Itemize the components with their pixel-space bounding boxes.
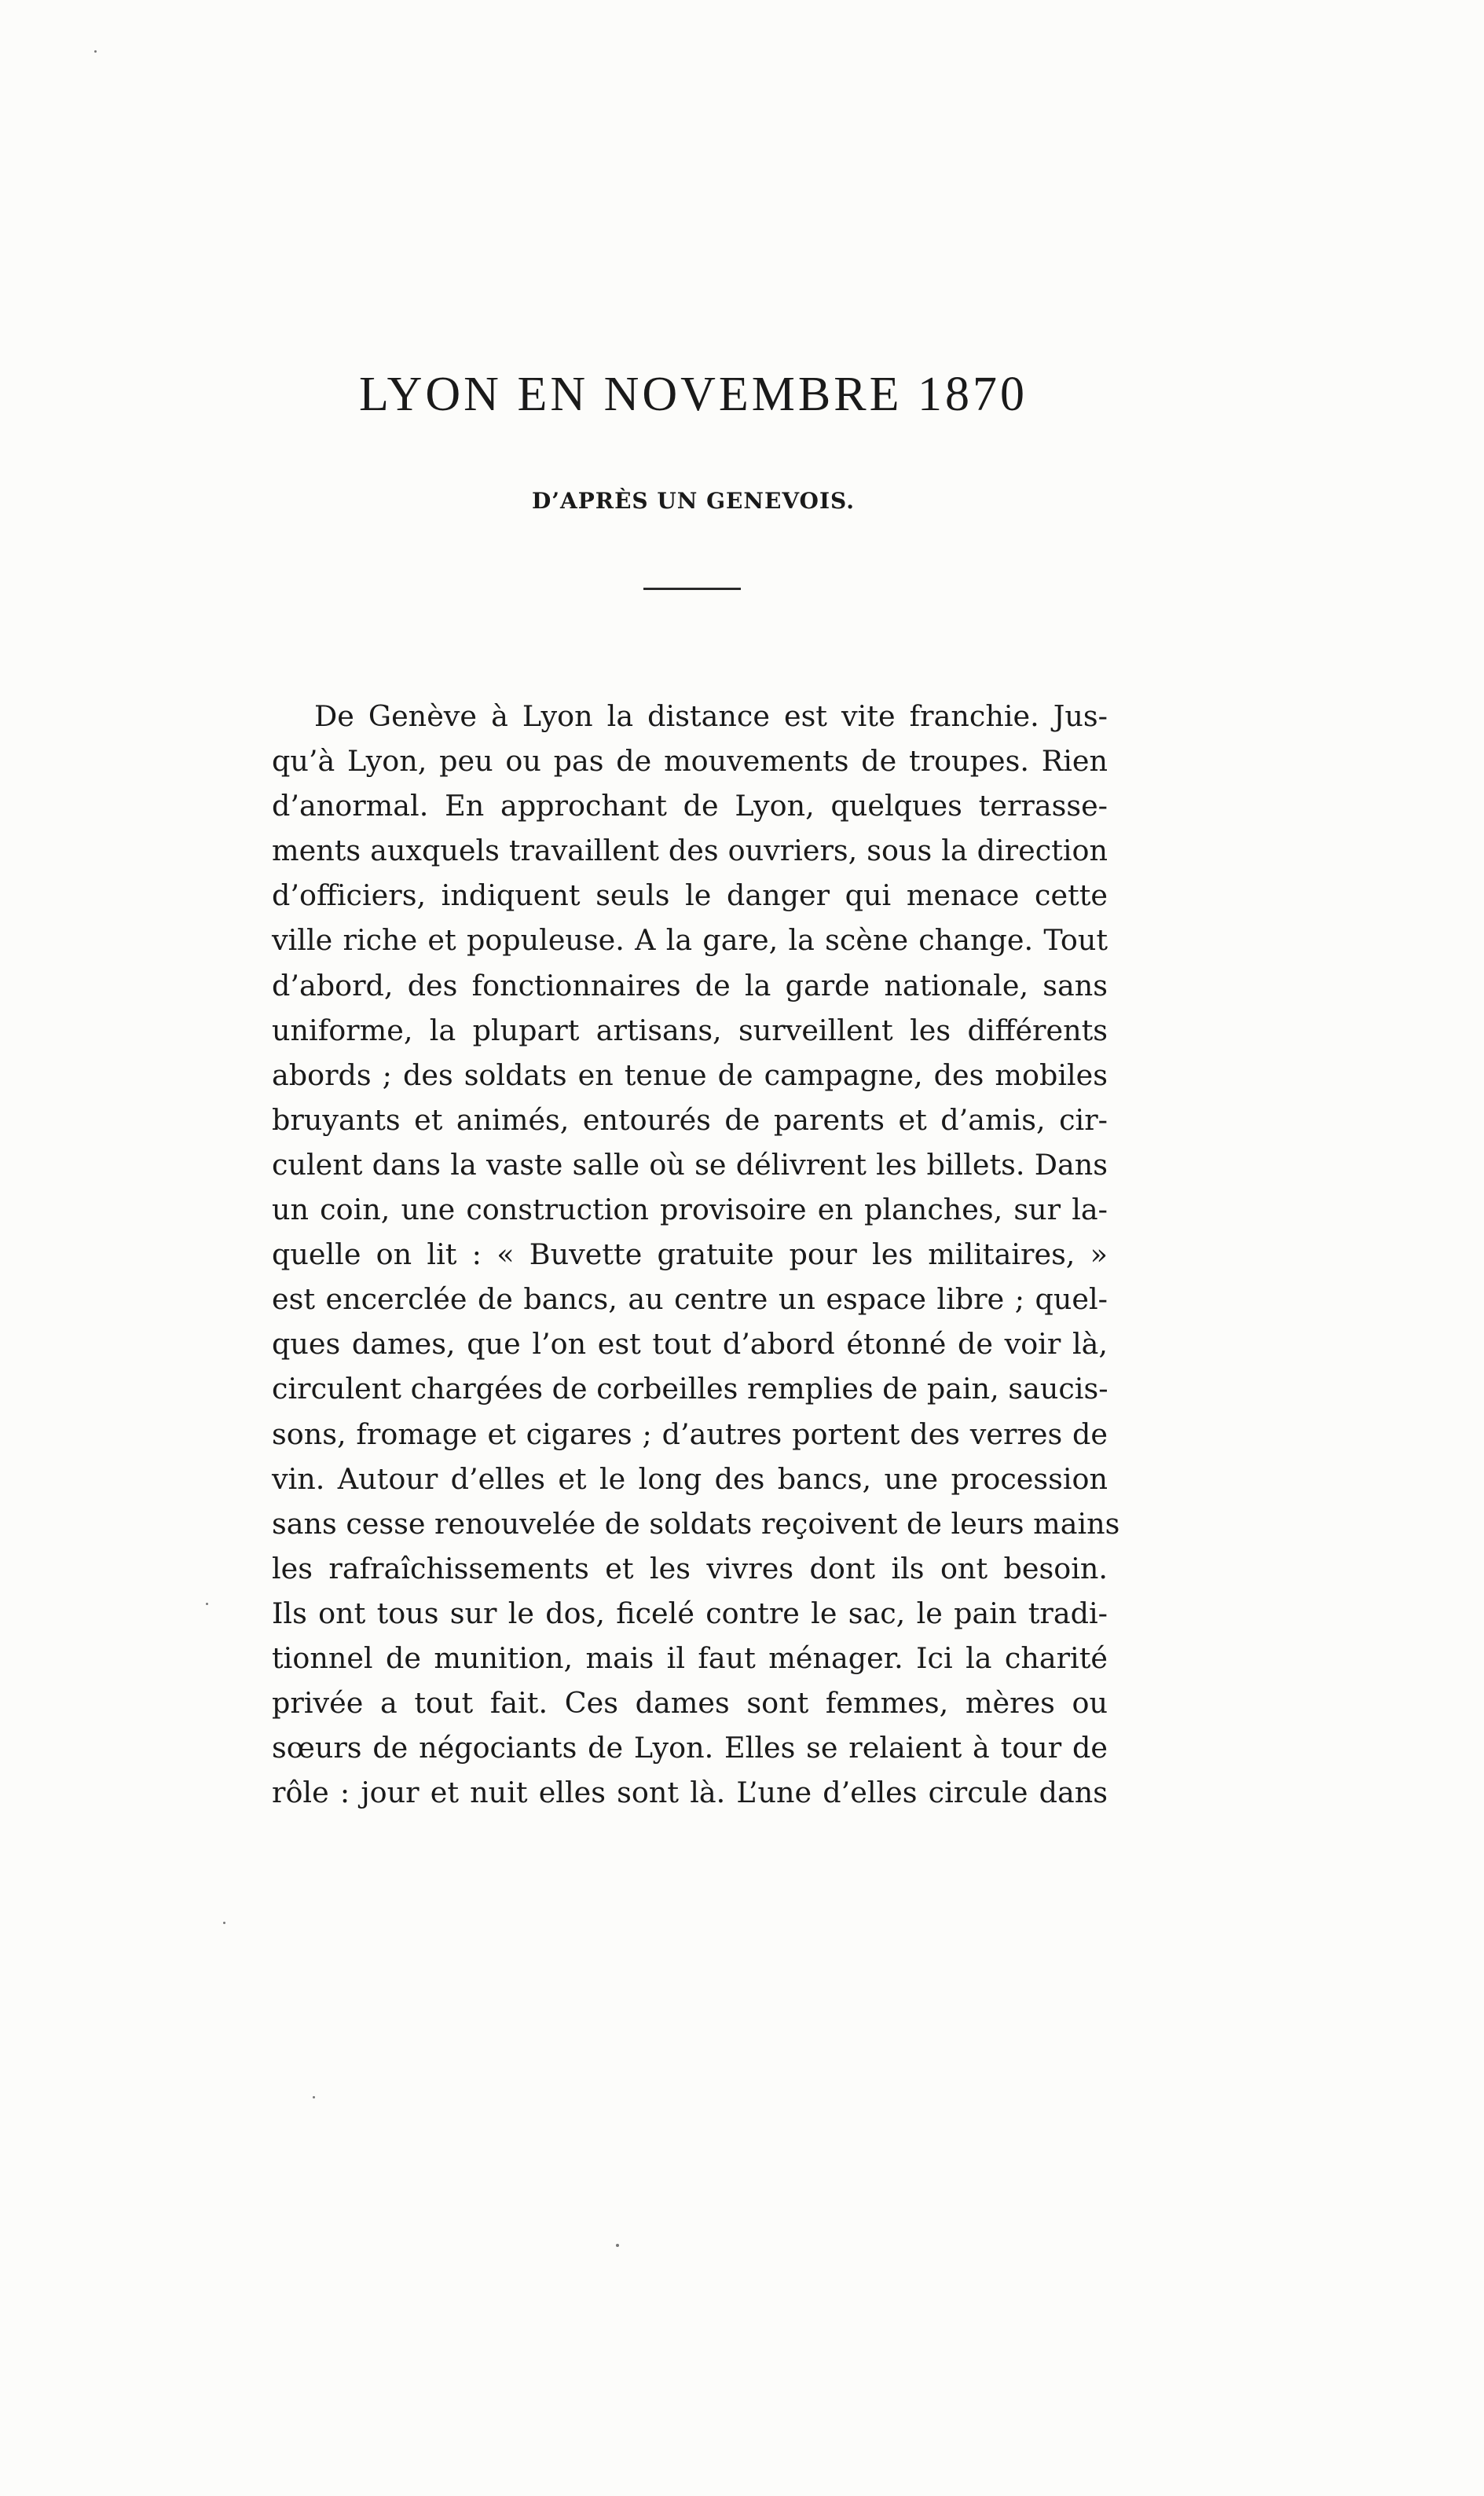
text-line: privée a tout fait. Ces dames sont femmes, mères ou xyxy=(272,1686,1108,1721)
text-line: culent dans la vaste salle où se délivrent les billets. Dans xyxy=(272,1147,1108,1182)
scan-speck xyxy=(223,1922,225,1924)
text-line: abords ; des soldats en tenue de campagne, des mobiles xyxy=(272,1057,1108,1092)
text-line: bruyants et animés, entourés de parents et d’amis, cir- xyxy=(272,1102,1108,1137)
text-line: circulent chargées de corbeilles remplies de pain, saucis- xyxy=(272,1372,1108,1406)
text-line: d’anormal. En approchant de Lyon, quelques terrasse- xyxy=(272,789,1108,823)
text-line: rôle : jour et nuit elles sont là. L’une d’elles circule dans xyxy=(272,1776,1108,1810)
text-line: Ils ont tous sur le dos, ficelé contre le sac, le pain tradi- xyxy=(272,1596,1108,1630)
text-line: uniforme, la plupart artisans, surveillent les différents xyxy=(272,1013,1108,1047)
scan-speck xyxy=(206,1603,208,1605)
text-line: qu’à Lyon, peu ou pas de mouvements de troupes. Rien xyxy=(272,744,1108,779)
text-line: ques dames, que l’on est tout d’abord étonné de voir là, xyxy=(272,1327,1108,1362)
text-line: d’officiers, indiquent seuls le danger qui menace cette xyxy=(272,878,1108,913)
text-line: ments auxquels travaillent des ouvriers, sous la direction xyxy=(272,834,1108,868)
text-line: tionnel de munition, mais il faut ménager. Ici la charité xyxy=(272,1640,1108,1675)
scan-speck xyxy=(94,50,97,53)
text-line: quelle on lit : « Buvette gratuite pour les militaires, » xyxy=(272,1237,1108,1272)
text-line: un coin, une construction provisoire en planches, sur la- xyxy=(272,1193,1108,1227)
text-line: sans cesse renouvelée de soldats reçoivent de leurs mains xyxy=(272,1506,1120,1541)
text-line: ville riche et populeuse. A la gare, la scène change. Tout xyxy=(272,923,1108,958)
text-line: vin. Autour d’elles et le long des bancs, une procession xyxy=(272,1461,1108,1496)
text-line: les rafraîchissements et les vivres dont ils ont besoin. xyxy=(272,1551,1108,1585)
text-line: De Genève à Lyon la distance est vite franchie. Jus- xyxy=(314,699,1108,733)
page-subtitle: D’APRÈS UN GENEVOIS. xyxy=(531,488,856,514)
text-line: sœurs de négociants de Lyon. Elles se relaient à tour de xyxy=(272,1731,1108,1765)
body-paragraph xyxy=(272,694,1120,1815)
text-line: sons, fromage et cigares ; d’autres portent des verres de xyxy=(272,1417,1108,1451)
text-line: d’abord, des fonctionnaires de la garde nationale, sans xyxy=(272,968,1108,1002)
page-title: LYON EN NOVEMBRE 1870 xyxy=(358,368,1028,421)
scan-speck xyxy=(616,2244,619,2247)
scan-speck xyxy=(313,2096,315,2098)
title-divider xyxy=(643,588,741,590)
text-line: est encerclée de bancs, au centre un espace libre ; quel- xyxy=(272,1282,1108,1317)
